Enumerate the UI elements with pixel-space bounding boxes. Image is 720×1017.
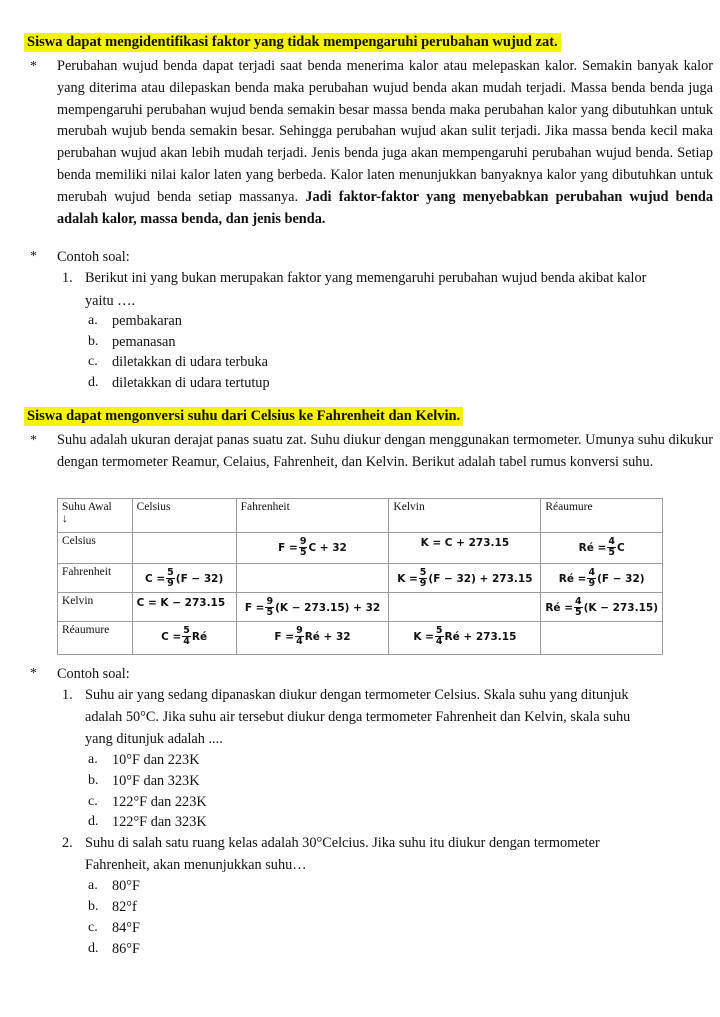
option-text: diletakkan di udara tertutup	[112, 375, 270, 391]
option-letter: a.	[88, 752, 98, 767]
bullet-marker: *	[30, 666, 37, 681]
question-number: 2.	[62, 835, 73, 851]
table-header-corner	[58, 499, 133, 533]
table-row-header: Kelvin	[58, 593, 133, 622]
question-number: 1.	[62, 687, 73, 703]
formula-f-to-c: C = 5 9 (F − 32)	[132, 564, 236, 593]
question-number: 1.	[62, 270, 73, 286]
question-text-line: Suhu air yang sedang dipanaskan diukur dengan termometer Celsius. Skala suhu yang ditunjuk	[85, 687, 629, 703]
paragraph-conclusion: Jadi faktor-faktor yang menyebabkan perubahan wujud benda adalah kalor, massa benda, dan jenis benda.	[57, 188, 714, 227]
option-text: 122°F dan 323K	[112, 814, 207, 830]
temperature-conversion-table	[57, 498, 663, 655]
table-cell	[541, 622, 663, 655]
option-letter: b.	[88, 899, 99, 914]
formula-k-to-f: F = 9 5 (K − 273.15) + 32	[236, 593, 389, 622]
section2-paragraph: Suhu adalah ukuran derajat panas suatu zat. Suhu diukur dengan menggunakan termometer. Umunya suhu dikukur dengan termometer Reamur, Celaius, Fahrenheit, dan Kelvin. Berikut adalah tabel rumus konversi suhu.	[57, 432, 713, 470]
question-text-line: Berikut ini yang bukan merupakan faktor yang memengaruhi perubahan wujud benda akibat kalor	[85, 270, 647, 286]
option-letter: b.	[88, 334, 99, 349]
table-cell	[132, 533, 236, 564]
table-row-header: Celsius	[58, 533, 133, 564]
option-text: 82°f	[112, 899, 137, 915]
option-letter: b.	[88, 773, 99, 788]
example-label: Contoh soal:	[57, 249, 130, 265]
formula-c-to-f: F = 9 5 C + 32	[236, 533, 389, 564]
question-text-line: yaitu ….	[85, 293, 136, 309]
option-letter: d.	[88, 814, 99, 829]
option-text: 122°F dan 223K	[112, 794, 207, 810]
formula-c-to-k: K = C + 273.15	[389, 533, 541, 564]
option-text: pemanasan	[112, 334, 176, 350]
option-letter: d.	[88, 941, 99, 956]
table-cell	[389, 593, 541, 622]
option-text: 80°F	[112, 878, 140, 894]
table-col-header: Kelvin	[389, 499, 541, 533]
option-letter: a.	[88, 313, 98, 328]
bullet-marker: *	[30, 59, 37, 74]
formula-k-to-c: C = K − 273.15	[132, 593, 236, 622]
formula-f-to-r: Ré = 4 9 (F − 32)	[541, 564, 663, 593]
option-letter: c.	[88, 794, 98, 809]
table-col-header: Réaumure	[541, 499, 663, 533]
question-text-line: yang ditunjuk adalah ....	[85, 731, 223, 747]
paragraph-text: Perubahan wujud benda dapat terjadi saat benda menerima kalor atau melepaskan kalor. Semakin banyak kalor yang diterima atau dilepaskan benda maka perubahan wujud benda akan mudah terjadi. Massa benda benda juga mempengaruhi perubahan wujud benda semakin besar massa benda maka perubahan kalor yang dibutuhkan untuk merubah wujub benda semakin besar. Sehingga perubahan wujud akan sulit terjadi. Jika massa benda kecil maka perubahan wujud akan lebih mudah terjadi. Jenis benda juga akan mempengaruhi perubahan wujud benda. Setiap benda memiliki nilai kalor laten yang berbeda. Kalor laten menunjukkan banyaknya kalor yang dibutuhkan untuk merubah wujud benda setiap massanya.	[57, 58, 713, 205]
table-col-header: Fahrenheit	[236, 499, 389, 533]
formula-k-to-r: Ré = 4 5 (K − 273.15)	[541, 593, 663, 622]
corner-label: Suhu Awal	[62, 501, 112, 513]
formula-r-to-k: K = 5 4 Ré + 273.15	[389, 622, 541, 655]
table-cell	[236, 564, 389, 593]
option-letter: d.	[88, 375, 99, 390]
option-text: 84°F	[112, 920, 140, 936]
option-text: 10°F dan 323K	[112, 773, 200, 789]
example-label: Contoh soal:	[57, 666, 130, 682]
option-letter: a.	[88, 878, 98, 893]
formula-r-to-f: F = 9 4 Ré + 32	[236, 622, 389, 655]
formula-r-to-c: C = 5 4 Ré	[132, 622, 236, 655]
question-text-line: Fahrenheit, akan menunjukkan suhu…	[85, 857, 307, 873]
down-arrow-icon: ↓	[62, 513, 68, 525]
table-row-header: Réaumure	[58, 622, 133, 655]
option-text: diletakkan di udara terbuka	[112, 354, 269, 370]
bullet-marker: *	[30, 433, 37, 448]
table-col-header: Celsius	[132, 499, 236, 533]
question-text-line: Suhu di salah satu ruang kelas adalah 30°Celcius. Jika suhu itu diukur dengan termometer	[85, 835, 600, 851]
section1-heading: Siswa dapat mengidentifikasi faktor yang tidak mempengaruhi perubahan wujud zat.	[24, 33, 561, 52]
option-letter: c.	[88, 354, 98, 369]
formula-f-to-k: K = 5 9 (F − 32) + 273.15	[389, 564, 541, 593]
formula-c-to-r: Ré = 4 5 C	[541, 533, 663, 564]
table-row-header: Fahrenheit	[58, 564, 133, 593]
option-text: pembakaran	[112, 313, 182, 329]
section2-heading: Siswa dapat mengonversi suhu dari Celsius ke Fahrenheit dan Kelvin.	[24, 407, 463, 426]
option-letter: c.	[88, 920, 98, 935]
bullet-marker: *	[30, 249, 37, 264]
option-text: 10°F dan 223K	[112, 752, 200, 768]
option-text: 86°F	[112, 941, 140, 957]
section1-paragraph	[57, 56, 713, 230]
question-text-line: adalah 50°C. Jika suhu air tersebut diukur denga termometer Fahrenheit dan Kelvin, skala suhu	[85, 709, 631, 725]
